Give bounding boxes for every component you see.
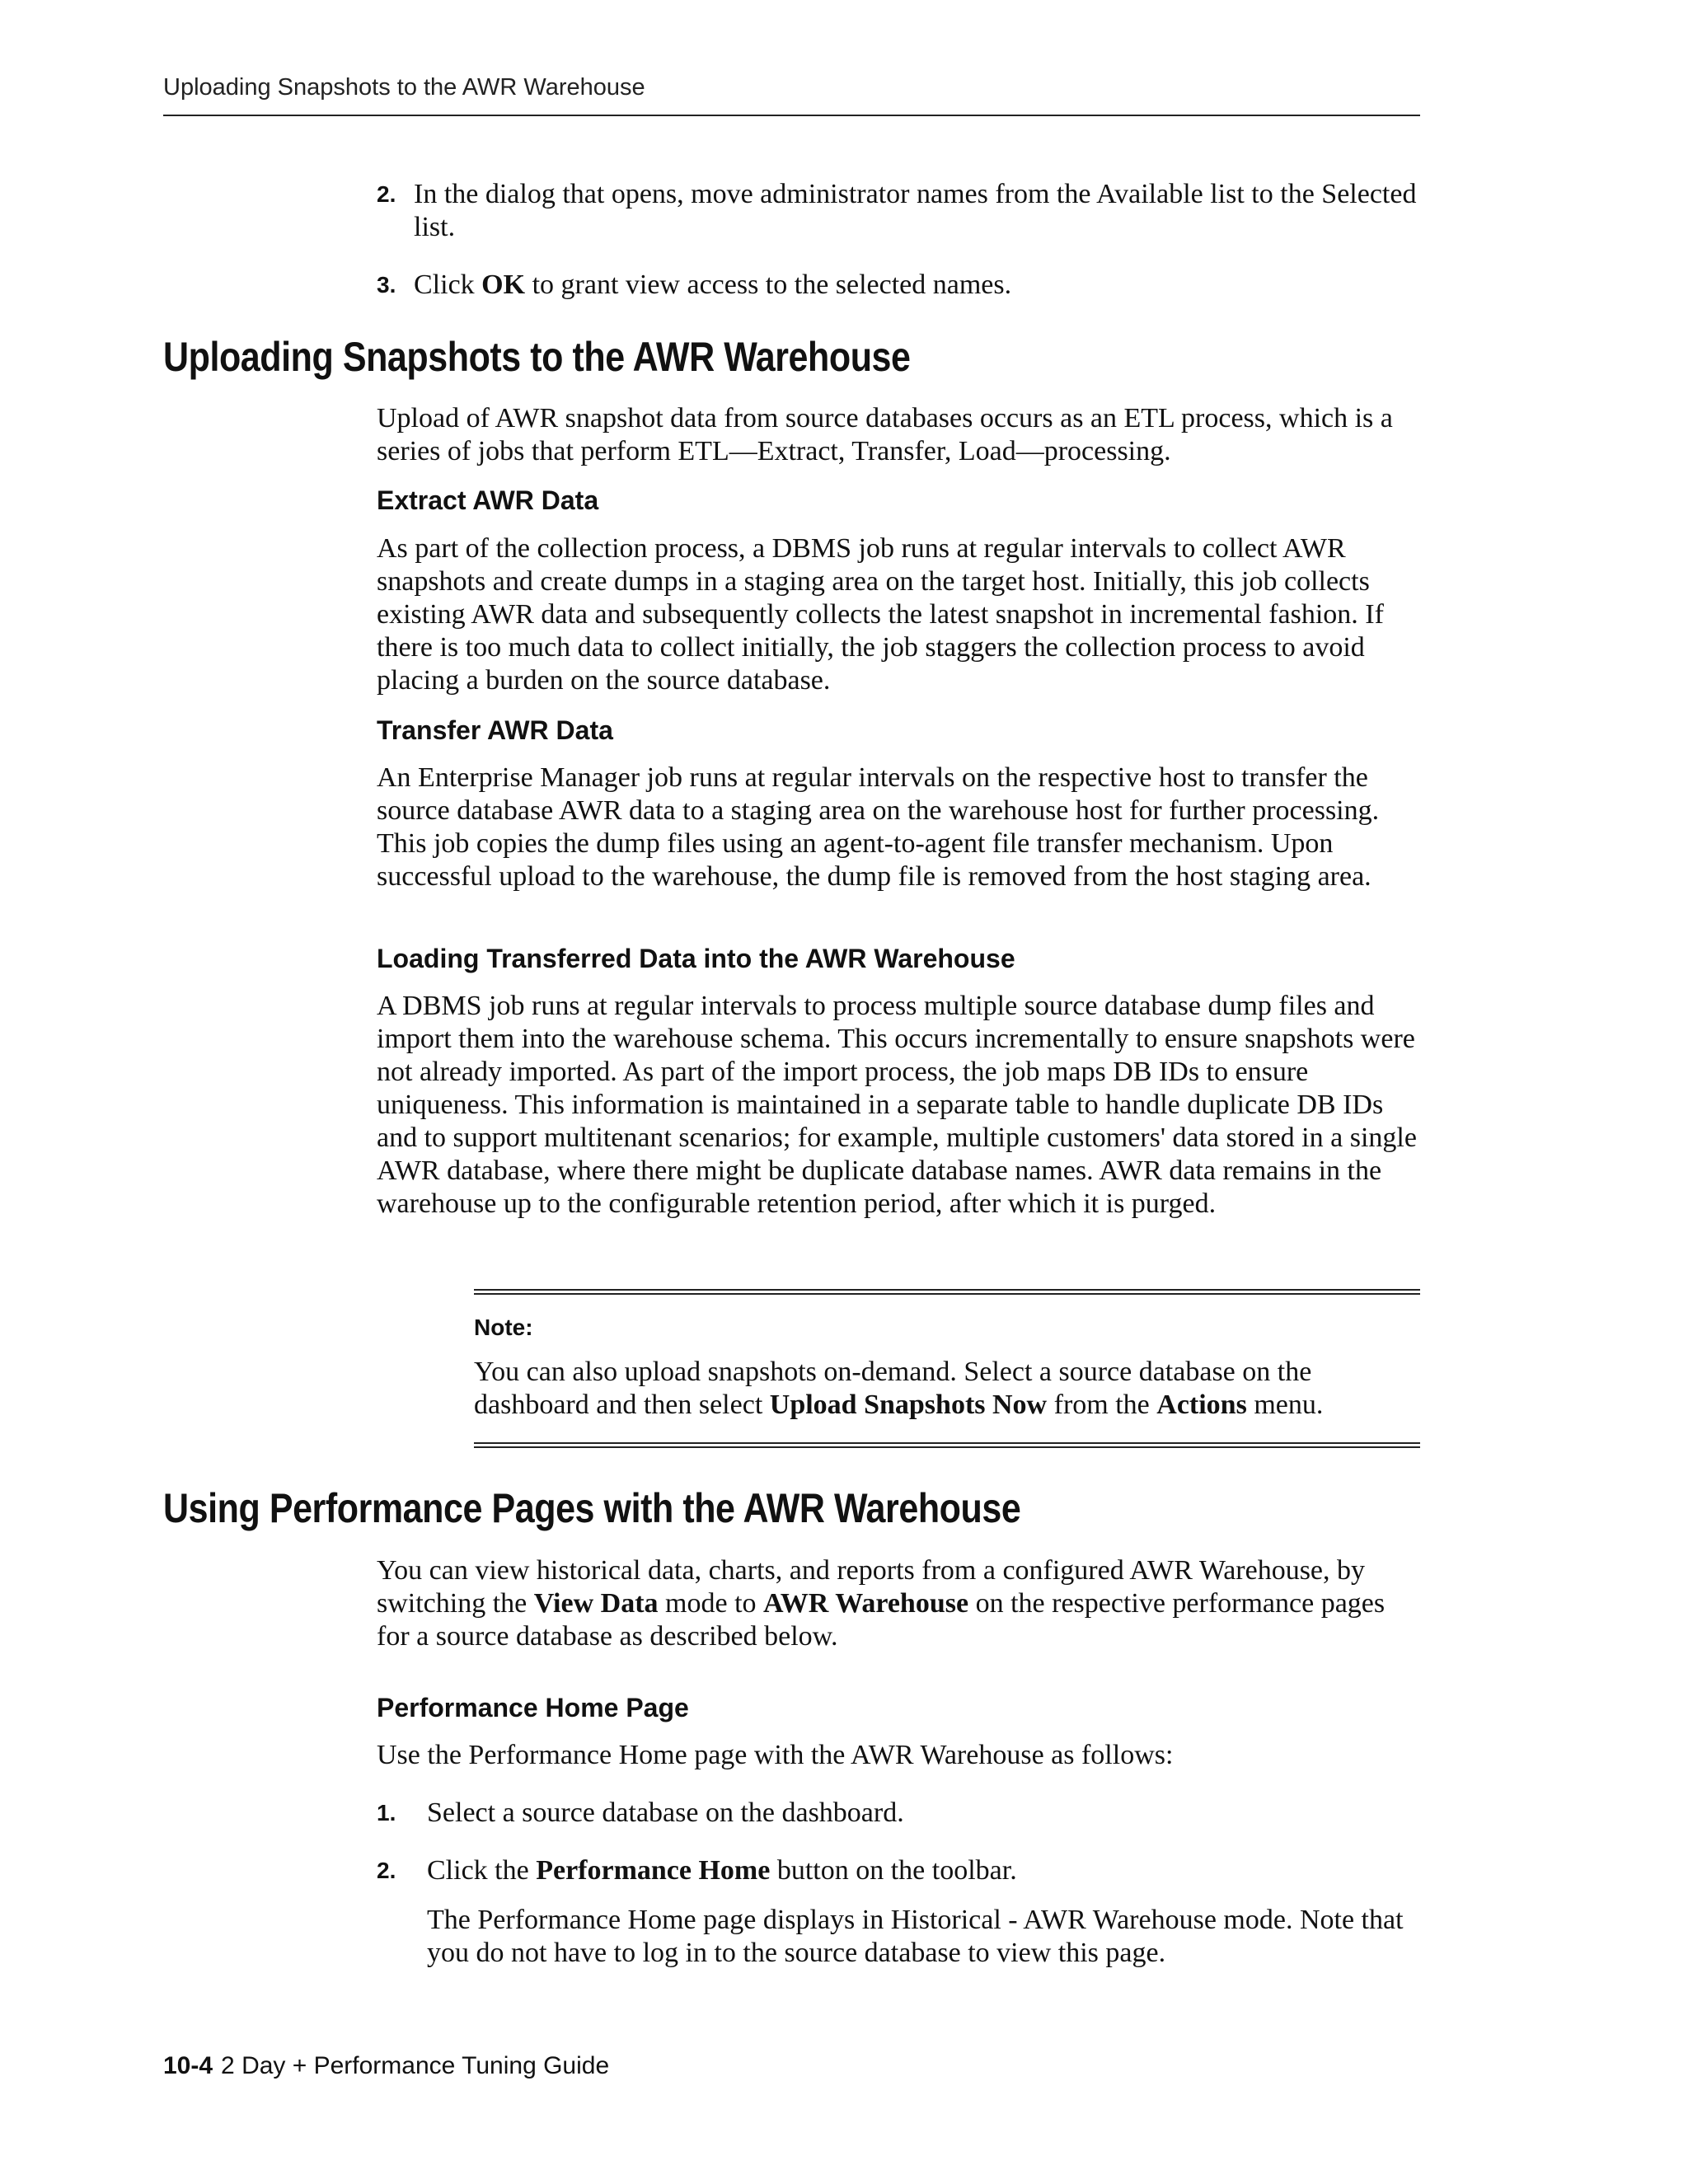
section-title-uploading: Uploading Snapshots to the AWR Warehouse [163,334,911,380]
performance-home-intro: Use the Performance Home page with the AWR Warehouse as follows: [377,1740,1174,1770]
actions-term: Actions [1156,1390,1247,1420]
page-number: 10-4 [163,2052,213,2079]
step-text: Click the Performance Home button on the toolbar. [427,1855,1017,1886]
step-text: Click OK to grant view access to the selected names. [414,269,1012,300]
upload-snapshots-now-term: Upload Snapshots Now [769,1390,1048,1420]
section-title-performance-pages: Using Performance Pages with the AWR Warehouse [163,1485,1021,1531]
book-title: 2 Day + Performance Tuning Guide [221,2052,610,2079]
subsection-title-loading: Loading Transferred Data into the AWR Warehouse [377,944,1015,973]
step-text: In the dialog that opens, move administrator names from the Available list to the Selected list. [414,179,1417,242]
awr-warehouse-term: AWR Warehouse [763,1588,969,1619]
note-bottom-rule [474,1442,1420,1448]
subsection-body-loading: A DBMS job runs at regular intervals to process multiple source database dump files and import them into the warehouse schema. This occurs incrementally to ensure snapshots were not already imported. As part of the import process, the job maps DB IDs to ensure uniqueness. This information is maintained in a separate table to handle duplicate DB IDs and to support multitenant scenarios; for example, multiple customers' data stored in a single AWR database, where there might be duplicate database names. AWR data remains in the warehouse up to the configurable retention period, after which it is purged. [377,991,1417,1219]
header-rule [163,115,1420,116]
note-top-rule [474,1289,1420,1295]
section2-intro: You can view historical data, charts, and reports from a configured AWR Warehouse, by switching the View Data mode to AWR Warehouse on the respective performance pages for a source database as described below. [377,1555,1386,1652]
note-label: Note: [474,1315,533,1340]
note-text: You can also upload snapshots on-demand. Select a source database on the dashboard and then select Upload Snapshots Now from the Actions menu. [474,1357,1324,1420]
running-header: Uploading Snapshots to the AWR Warehouse [163,74,645,101]
page-footer [163,2052,609,2080]
section1-intro: Upload of AWR snapshot data from source databases occurs as an ETL process, which is a series of jobs that perform ETL—Extract, Transfer, Load—processing. [377,403,1393,466]
step-text: Select a source database on the dashboard. [427,1797,904,1828]
subsection-body-transfer: An Enterprise Manager job runs at regular intervals on the respective host to transfer the source database AWR data to a staging area on the warehouse host for further processing. This job copies the dump files using an agent-to-agent file transfer mechanism. Upon successful upload to the warehouse, the dump file is removed from the host staging area. [377,762,1380,892]
step-number: 2. [377,181,396,207]
step-number: 2. [377,1858,396,1883]
performance-step-2-detail: The Performance Home page displays in Historical - AWR Warehouse mode. Note that you do not have to log in to the source database to view this page. [427,1905,1404,1968]
view-data-term: View Data [533,1588,659,1619]
step-number: 1. [377,1800,396,1825]
subsection-title-performance-home: Performance Home Page [377,1693,689,1722]
subsection-body-extract: As part of the collection process, a DBMS job runs at regular intervals to collect AWR snapshots and create dumps in a staging area on the target host. Initially, this job collects existing AWR data and subsequently collects the latest snapshot in incremental fashion. If there is too much data to collect initially, the job staggers the collection process to avoid placing a burden on the source database. [377,533,1384,696]
ok-term: OK [481,269,526,300]
performance-home-term: Performance Home [536,1855,771,1886]
subsection-title-extract: Extract AWR Data [377,485,599,515]
subsection-title-transfer: Transfer AWR Data [377,715,613,745]
step-number: 3. [377,272,396,298]
